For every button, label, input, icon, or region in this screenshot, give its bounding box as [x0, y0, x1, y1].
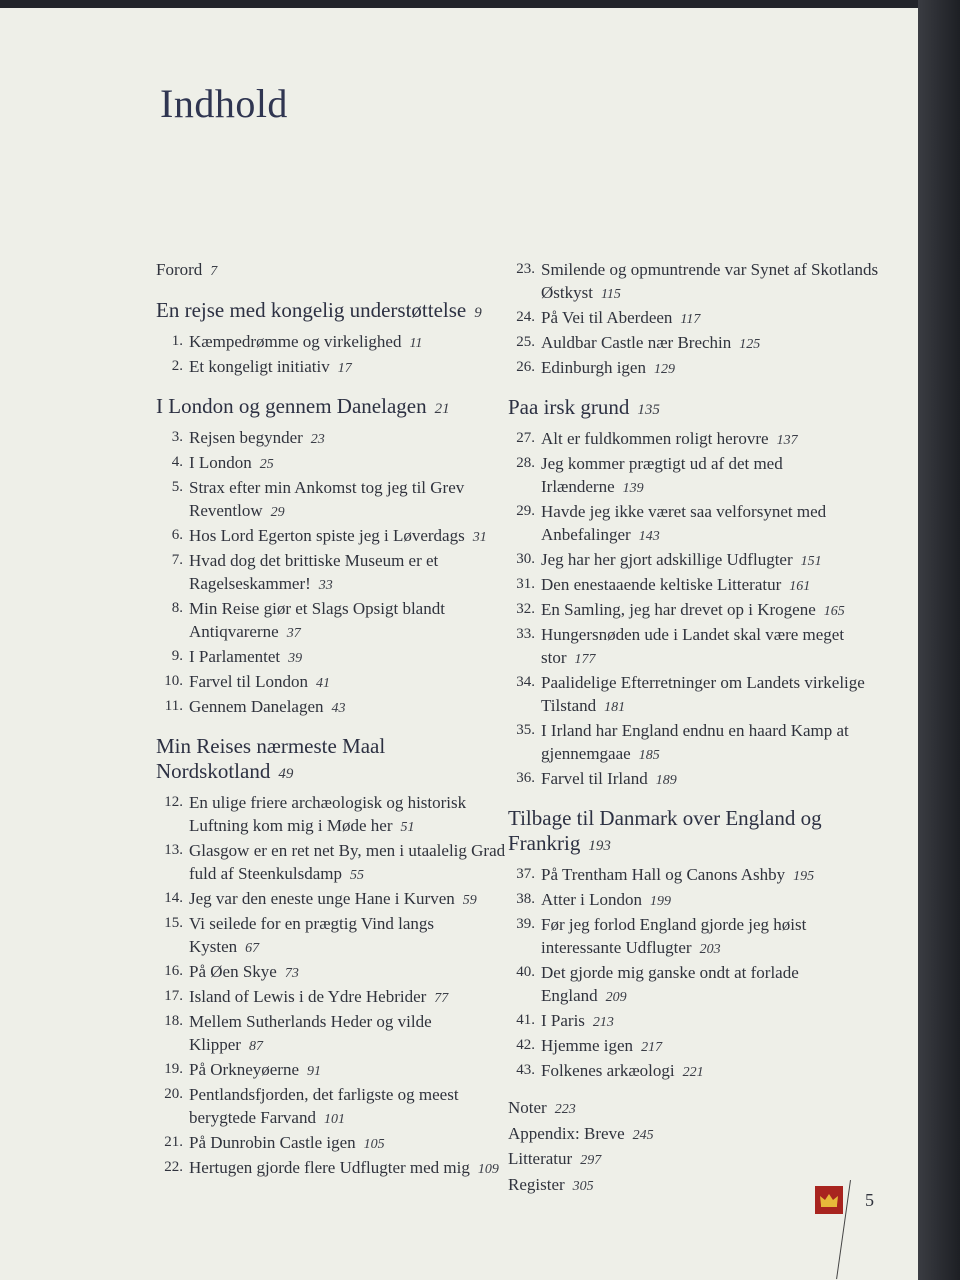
toc-entry	[508, 356, 888, 381]
toc-entry-text: I Paris	[541, 1011, 585, 1030]
toc-entry-text: Rejsen begynder	[189, 427, 303, 447]
toc-entry-text: Gennem Danelagen	[189, 696, 324, 716]
toc-entry-text-wrap	[541, 598, 888, 623]
toc-entry	[508, 1009, 888, 1034]
toc-entry-page: 213	[592, 1015, 614, 1030]
toc-entry-page: 59	[462, 892, 477, 908]
toc-right-lead-entries	[508, 258, 888, 381]
toc-entry-text: Hvad dog det brittiske Museum er et Ragelseskammer!	[189, 550, 439, 593]
toc-entry-page: 51	[400, 819, 415, 835]
toc-section-page: 49	[278, 765, 294, 782]
toc-entry-number: 30.	[516, 551, 535, 567]
toc-entry-text: En ulige friere archæologisk og historisk Luftning kom mig i Møde her	[189, 792, 467, 835]
toc-entry-text-wrap	[189, 355, 506, 380]
toc-entry-text: En Samling, jeg har drevet op i Krogene	[541, 600, 816, 619]
toc-entry-page: 91	[307, 1063, 321, 1079]
toc-entry	[156, 912, 506, 960]
toc-entry-page: 177	[574, 652, 596, 667]
royal-crown-icon	[815, 1186, 843, 1214]
toc-right-column	[508, 258, 888, 1198]
toc-back-matter-item	[508, 1122, 888, 1148]
toc-entry-number: 33.	[516, 626, 535, 642]
toc-entry-text: Farvel til Irland	[541, 769, 648, 788]
toc-entry	[156, 887, 506, 912]
toc-entry-number: 42.	[516, 1037, 535, 1053]
toc-entry-number: 10.	[164, 672, 183, 689]
toc-entry-text: Mellem Sutherlands Heder og vilde Klipper	[189, 1011, 432, 1054]
toc-entry-number: 5.	[171, 478, 183, 495]
toc-entry-page: 209	[605, 990, 627, 1005]
toc-entry-page: 165	[823, 604, 845, 619]
toc-entry-number: 6.	[171, 526, 183, 543]
toc-back-matter-item	[508, 1147, 888, 1173]
toc-entry-text-wrap	[189, 597, 506, 645]
toc-entry-text: Hjemme igen	[541, 1036, 634, 1055]
toc-entry-text-wrap	[189, 330, 506, 355]
toc-entry-text-wrap	[541, 331, 888, 356]
toc-entry-number: 7.	[171, 551, 183, 568]
toc-entry-number: 34.	[516, 674, 535, 690]
toc-entry-page: 181	[604, 700, 626, 715]
toc-entry	[156, 524, 506, 549]
toc-entry	[156, 426, 506, 451]
toc-entry-number: 4.	[171, 453, 183, 470]
toc-entry-page: 29	[270, 504, 285, 520]
toc-entry	[156, 549, 506, 597]
toc-entry-text-wrap	[541, 913, 888, 961]
toc-entry-text: Den enestaaende keltiske Litteratur	[541, 575, 782, 594]
toc-entry	[508, 888, 888, 913]
toc-entry-text: Kæmpedrømme og virkelighed	[189, 331, 402, 351]
toc-entry-page: 25	[259, 456, 274, 472]
toc-entry-text-wrap	[541, 548, 888, 573]
toc-entry-number: 28.	[516, 455, 535, 471]
toc-entry-text-wrap	[541, 258, 888, 306]
toc-entry-text: På Dunrobin Castle igen	[189, 1132, 356, 1152]
toc-back-matter-page: 305	[572, 1178, 594, 1194]
toc-section-heading	[508, 806, 888, 859]
toc-entry-number: 22.	[164, 1158, 183, 1175]
toc-entry-text: På Orkneyøerne	[189, 1059, 299, 1079]
toc-left-sections	[156, 298, 506, 1181]
toc-entry-page: 139	[622, 481, 644, 496]
toc-entry-text-wrap	[189, 1083, 506, 1131]
toc-section-title: En rejse med kongelig understøttelse	[156, 297, 467, 322]
toc-entry-text-wrap	[541, 1034, 888, 1059]
toc-entry-text: Jeg var den eneste unge Hane i Kurven	[189, 888, 455, 908]
toc-section-title: Paa irsk grund	[508, 395, 630, 419]
toc-entry-page: 105	[363, 1136, 385, 1152]
toc-entry-text: Atter i London	[541, 890, 643, 909]
toc-section-page: 21	[434, 400, 450, 417]
toc-entry	[508, 573, 888, 598]
toc-entry-text-wrap	[541, 961, 888, 1009]
toc-entry-text: Hertugen gjorde flere Udflugter med mig	[189, 1157, 470, 1177]
toc-entry-page: 55	[349, 867, 364, 883]
toc-entry	[156, 1010, 506, 1058]
toc-entry-page: 39	[288, 650, 303, 666]
toc-entry-page: 101	[323, 1111, 345, 1127]
toc-entry-page: 23	[310, 431, 325, 447]
toc-entry-page: 77	[434, 990, 449, 1006]
toc-entry-page: 151	[800, 554, 822, 569]
toc-section-heading	[508, 395, 888, 423]
toc-entry-text-wrap	[541, 1059, 888, 1084]
toc-entry-number: 31.	[516, 576, 535, 592]
toc-entry-text: Alt er fuldkommen roligt herovre	[541, 429, 769, 448]
toc-entry-page: 161	[789, 579, 811, 594]
toc-section-heading	[156, 734, 506, 787]
toc-entry-number: 9.	[171, 647, 183, 664]
toc-entry-number: 2.	[171, 357, 183, 374]
toc-entry-text: Paalidelige Efterretninger om Landets virkelige Tilstand	[541, 673, 865, 715]
toc-entry-text: Farvel til London	[189, 671, 308, 691]
toc-entry-page: 87	[248, 1038, 263, 1054]
toc-entry	[156, 839, 506, 887]
toc-entry-number: 27.	[516, 430, 535, 446]
toc-entry-page: 33	[318, 577, 333, 593]
toc-entry-number: 17.	[164, 987, 183, 1004]
toc-entry-text-wrap	[541, 888, 888, 913]
toc-entry-page: 41	[315, 675, 330, 691]
toc-entry-text: Edinburgh igen	[541, 358, 646, 377]
toc-entry-text: Det gjorde mig ganske ondt at forlade England	[541, 963, 799, 1005]
toc-back-matter-page: 297	[580, 1153, 602, 1168]
toc-entry-text-wrap	[189, 960, 506, 985]
top-edge	[0, 0, 960, 8]
toc-entry	[156, 1058, 506, 1083]
toc-entry-number: 1.	[171, 332, 183, 349]
toc-entry-text: På Vei til Aberdeen	[541, 308, 673, 327]
toc-back-matter-label: Noter	[508, 1098, 547, 1117]
toc-entry-number: 19.	[164, 1060, 183, 1077]
toc-entry-page: 199	[650, 894, 672, 909]
toc-entry	[508, 598, 888, 623]
toc-entry-number: 24.	[516, 309, 535, 325]
toc-entry-text-wrap	[189, 549, 506, 597]
toc-entry-text: I Parlamentet	[189, 646, 281, 666]
toc-entry-page: 73	[284, 965, 299, 981]
toc-entry	[508, 863, 888, 888]
toc-entry-text: Et kongeligt initiativ	[189, 356, 330, 376]
toc-entry-number: 20.	[164, 1085, 183, 1102]
toc-entry-text: Smilende og opmuntrende var Synet af Skotlands Østkyst	[541, 260, 879, 302]
toc-entry-page: 67	[245, 940, 260, 956]
toc-entry-text-wrap	[541, 863, 888, 888]
toc-entry-text: På Trentham Hall og Canons Ashby	[541, 865, 786, 884]
toc-foreword	[156, 258, 506, 284]
toc-entry-page: 189	[655, 773, 677, 788]
toc-section-page: 193	[588, 838, 611, 854]
toc-entry-page: 185	[638, 748, 660, 763]
toc-entry-text-wrap	[189, 887, 506, 912]
toc-section-heading	[156, 298, 506, 326]
toc-entry-text: På Øen Skye	[189, 961, 277, 981]
toc-entry-number: 43.	[516, 1062, 535, 1078]
toc-entry-text-wrap	[541, 500, 888, 548]
toc-entry-page: 115	[600, 287, 621, 302]
toc-entry-text: Hos Lord Egerton spiste jeg i Løverdags	[189, 525, 465, 545]
toc-entry	[508, 548, 888, 573]
toc-entry	[508, 452, 888, 500]
toc-foreword-label: Forord	[156, 260, 203, 279]
toc-entry	[156, 476, 506, 524]
toc-entry-page: 221	[682, 1065, 704, 1080]
toc-entry-text: Hungersnøden ude i Landet skal være meget stor	[541, 625, 845, 667]
toc-entry-number: 37.	[516, 866, 535, 882]
toc-entry-text-wrap	[541, 767, 888, 792]
toc-entry	[156, 1131, 506, 1156]
toc-entry-page: 143	[638, 529, 660, 544]
toc-entry-text: Pentlandsfjorden, det farligste og meest berygtede Farvand	[189, 1084, 459, 1127]
toc-entry-number: 13.	[164, 841, 183, 858]
toc-entry-page: 11	[409, 335, 423, 351]
toc-entry-number: 32.	[516, 601, 535, 617]
toc-back-matter-page: 245	[632, 1127, 654, 1143]
toc-entry-text-wrap	[541, 1009, 888, 1034]
toc-entry-number: 23.	[516, 261, 535, 277]
toc-entry-page: 129	[653, 362, 675, 377]
toc-entry-number: 29.	[516, 503, 535, 519]
toc-entry-text-wrap	[541, 306, 888, 331]
toc-entry-number: 3.	[171, 428, 183, 445]
toc-section-title: I London og gennem Danelagen	[156, 393, 427, 418]
toc-entry	[508, 331, 888, 356]
toc-back-matter	[508, 1096, 888, 1198]
toc-entry-text: Havde jeg ikke været saa velforsynet med Anbefalinger	[541, 502, 827, 544]
toc-entry	[508, 306, 888, 331]
toc-back-matter-label: Litteratur	[508, 1149, 573, 1168]
toc-entry	[508, 258, 888, 306]
toc-entry-number: 21.	[164, 1133, 183, 1150]
toc-entry-number: 39.	[516, 916, 535, 932]
toc-entry-page: 195	[793, 869, 815, 884]
toc-entry	[508, 719, 888, 767]
toc-entry-text-wrap	[189, 451, 506, 476]
toc-entry-text-wrap	[189, 524, 506, 549]
book-spine	[918, 0, 960, 1280]
toc-entry-number: 38.	[516, 891, 535, 907]
toc-entry-text: I Irland har England endnu en haard Kamp at gjennemgaae	[541, 721, 849, 763]
toc-section-title: Min Reises nærmeste Maal Nordskotland	[156, 733, 386, 783]
toc-entry-text-wrap	[189, 791, 506, 839]
crown-glyph	[819, 1192, 839, 1208]
toc-entry	[508, 913, 888, 961]
toc-back-matter-label: Appendix: Breve	[508, 1123, 625, 1143]
toc-entry-page: 137	[776, 433, 798, 448]
toc-entry-number: 15.	[164, 914, 183, 931]
toc-entry	[508, 623, 888, 671]
toc-section-title: Tilbage til Danmark over England og Frankrig	[508, 806, 822, 855]
toc-entry-page: 125	[739, 337, 761, 352]
toc-entry	[156, 960, 506, 985]
page-number: 5	[865, 1190, 874, 1210]
toc-entry-text-wrap	[189, 839, 506, 887]
toc-entry-text: Jeg kommer prægtigt ud af det med Irlænderne	[541, 454, 783, 496]
toc-entry-text-wrap	[189, 912, 506, 960]
toc-entry-number: 36.	[516, 770, 535, 786]
toc-entry-page: 203	[699, 942, 721, 957]
page-title: Indhold	[160, 81, 288, 126]
toc-entry	[508, 767, 888, 792]
toc-entry-page: 43	[331, 700, 346, 716]
toc-entry-text-wrap	[189, 1058, 506, 1083]
toc-entry-number: 8.	[171, 599, 183, 616]
toc-entry-text-wrap	[189, 645, 506, 670]
toc-entry-text: Jeg har her gjort adskillige Udflugter	[541, 550, 793, 569]
toc-entry-page: 31	[472, 529, 487, 545]
toc-entry	[156, 695, 506, 720]
toc-entry	[156, 597, 506, 645]
toc-entry-text-wrap	[541, 356, 888, 381]
toc-back-matter-label: Register	[508, 1174, 565, 1194]
toc-entry-page: 37	[286, 625, 301, 641]
toc-entry-page: 17	[337, 360, 352, 376]
toc-entry-text-wrap	[541, 719, 888, 767]
toc-entry-text-wrap	[189, 670, 506, 695]
toc-entry	[156, 451, 506, 476]
toc-entry-text-wrap	[541, 427, 888, 452]
toc-section-page: 9	[474, 304, 482, 321]
toc-entry	[508, 1034, 888, 1059]
toc-entry-text-wrap	[189, 695, 506, 720]
toc-entry	[156, 1156, 506, 1181]
toc-entry	[156, 1083, 506, 1131]
toc-entry	[508, 427, 888, 452]
toc-entry-number: 40.	[516, 964, 535, 980]
toc-entry-text-wrap	[541, 573, 888, 598]
toc-entry-number: 16.	[164, 962, 183, 979]
toc-entry-text: Folkenes arkæologi	[541, 1061, 675, 1080]
toc-entry	[508, 500, 888, 548]
toc-entry	[508, 671, 888, 719]
spacer	[508, 1084, 888, 1096]
toc-entry-number: 14.	[164, 889, 183, 906]
toc-entry-text-wrap	[189, 476, 506, 524]
toc-entry-number: 18.	[164, 1012, 183, 1029]
toc-entry	[508, 961, 888, 1009]
toc-entry-number: 26.	[516, 359, 535, 375]
toc-entry-text: Glasgow er en ret net By, men i utaalelig Grad fuld af Steenkulsdamp	[189, 840, 506, 883]
toc-entry-text: Auldbar Castle nær Brechin	[541, 333, 732, 352]
toc-entry-text: Før jeg forlod England gjorde jeg høist interessante Udflugter	[541, 915, 807, 957]
toc-entry-text: I London	[189, 452, 252, 472]
toc-entry-text-wrap	[189, 1010, 506, 1058]
toc-back-matter-item	[508, 1096, 888, 1122]
toc-entry-page: 217	[641, 1040, 663, 1055]
toc-entry-number: 25.	[516, 334, 535, 350]
toc-section-heading	[156, 394, 506, 422]
toc-entry-number: 12.	[164, 793, 183, 810]
toc-entry	[156, 645, 506, 670]
toc-entry-number: 41.	[516, 1012, 535, 1028]
toc-entry	[508, 1059, 888, 1084]
toc-foreword-page: 7	[210, 264, 218, 279]
toc-entry	[156, 670, 506, 695]
toc-entry-text: Island of Lewis i de Ydre Hebrider	[189, 986, 427, 1006]
toc-entry-text: Vi seilede for en prægtig Vind langs Kysten	[189, 913, 435, 956]
toc-entry-number: 35.	[516, 722, 535, 738]
toc-entry-text-wrap	[541, 623, 888, 671]
toc-entry-text-wrap	[189, 985, 506, 1010]
toc-entry	[156, 791, 506, 839]
toc-left-column	[156, 258, 506, 1181]
toc-section-page: 135	[637, 402, 660, 418]
toc-entry-text: Min Reise giør et Slags Opsigt blandt Antiqvarerne	[189, 598, 445, 641]
toc-entry-text-wrap	[541, 452, 888, 500]
toc-entry	[156, 330, 506, 355]
toc-right-sections	[508, 395, 888, 1084]
toc-entry	[156, 985, 506, 1010]
toc-entry-text: Strax efter min Ankomst tog jeg til Grev Reventlow	[189, 477, 465, 520]
toc-back-matter-page: 223	[554, 1102, 576, 1117]
toc-entry-page: 109	[477, 1161, 499, 1177]
toc-entry-number: 11.	[164, 697, 183, 714]
toc-entry	[156, 355, 506, 380]
toc-entry-text-wrap	[189, 426, 506, 451]
toc-entry-text-wrap	[541, 671, 888, 719]
toc-entry-text-wrap	[189, 1131, 506, 1156]
toc-entry-text-wrap	[189, 1156, 506, 1181]
toc-entry-page: 117	[680, 312, 701, 327]
